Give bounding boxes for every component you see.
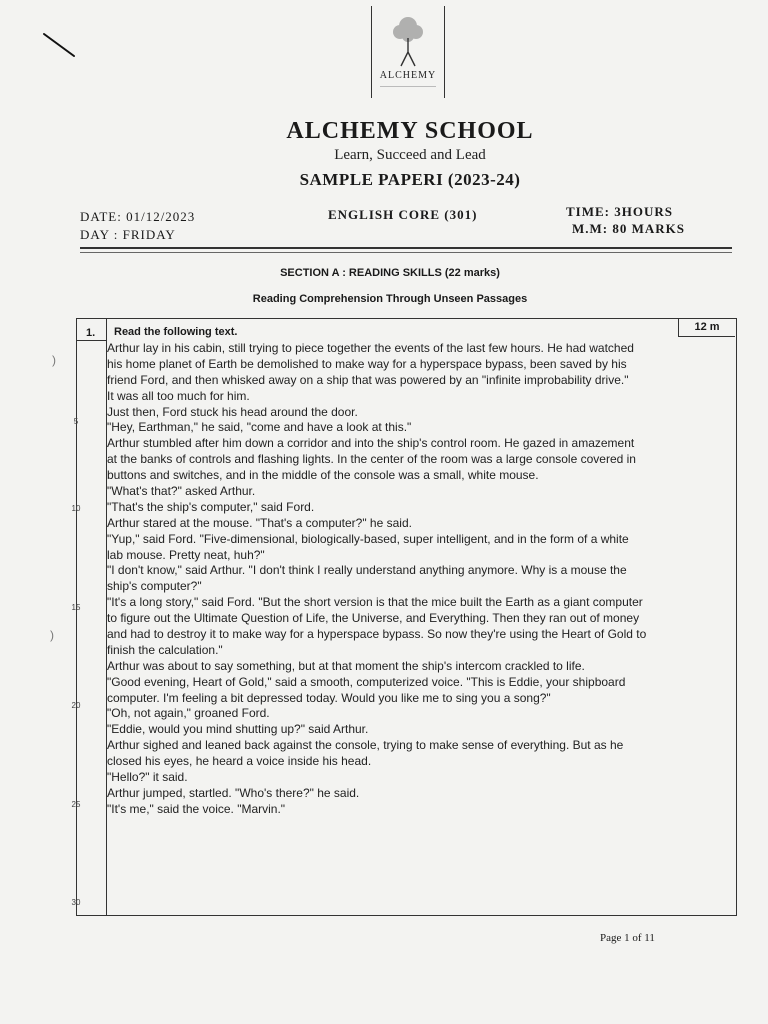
passage-line: buttons and switches, and in the middle of the console was a small, white mouse. bbox=[107, 468, 539, 483]
passage-line: and had to destroy it to make way for a hyperspace bypass. So now they're using the Heart of Gold to bbox=[107, 627, 647, 642]
passage-line: Arthur lay in his cabin, still trying to piece together the events of the last few hours. He had watched bbox=[107, 341, 634, 355]
passage-line: Arthur stared at the mouse. "That's a computer?" he said. bbox=[107, 515, 412, 530]
max-marks: M.M: 80 MARKS bbox=[572, 221, 686, 236]
question-marks: 12 m bbox=[678, 318, 735, 337]
passage-line: to figure out the Ultimate Question of Life, the Universe, and Everything. Then they ran out of money bbox=[107, 611, 640, 626]
passage-line: finish the calculation." bbox=[107, 642, 223, 657]
passage-line: Arthur was about to say something, but at that moment the ship's intercom crackled to life. bbox=[107, 658, 585, 673]
section-title: SECTION A : READING SKILLS (22 marks) bbox=[280, 267, 500, 279]
logo-underline bbox=[380, 86, 436, 87]
passage-line: "It's me," said the voice. "Marvin." bbox=[107, 801, 286, 816]
passage-line: Arthur sighed and leaned back against the console, trying to make sense of everything. But as he bbox=[107, 738, 624, 753]
section-subtitle: Reading Comprehension Through Unseen Passages bbox=[252, 293, 528, 305]
question-prompt: Read the following text. bbox=[114, 326, 238, 338]
school-name: ALCHEMY SCHOOL bbox=[286, 118, 534, 144]
passage-line: "Eddie, would you mind shutting up?" said Arthur. bbox=[107, 722, 369, 737]
exam-date: DATE: 01/12/2023 bbox=[80, 209, 196, 224]
passage-line: "Hey, Earthman," he said, "come and have a look at this." bbox=[107, 420, 412, 435]
passage-line: Arthur jumped, startled. "Who's there?" he said. bbox=[107, 785, 360, 800]
school-motto: Learn, Succeed and Lead bbox=[334, 147, 486, 163]
line-number: 25 bbox=[71, 800, 81, 809]
passage-line: "It's a long story," said Ford. "But the short version is that the mice built the Earth as a giant computer bbox=[107, 595, 643, 610]
passage-line: ship's computer?" bbox=[107, 579, 202, 594]
reading-passage bbox=[107, 341, 731, 818]
passage-line: "Good evening, Heart of Gold," said a smooth, computerized voice. "This is Eddie, your shipboard bbox=[107, 674, 626, 689]
question-number: 1. bbox=[86, 327, 96, 339]
passage-line: It was all too much for him. bbox=[107, 388, 250, 403]
margin-scan-mark: ) bbox=[50, 628, 54, 642]
passage-line: computer. I'm feeling a bit depressed today. Would you like me to sing you a song?" bbox=[107, 690, 551, 705]
line-number: 30 bbox=[71, 898, 81, 907]
passage-line: Arthur stumbled after him down a corridor and into the ship's control room. He gazed in amazement bbox=[107, 436, 635, 451]
question-number-cell-border bbox=[77, 340, 107, 341]
header-divider-bottom bbox=[80, 252, 732, 253]
passage-line: "That's the ship's computer," said Ford. bbox=[107, 499, 315, 514]
line-number: 5 bbox=[73, 417, 79, 426]
line-number: 20 bbox=[71, 701, 81, 710]
header-divider-top bbox=[80, 247, 732, 249]
passage-line: his home planet of Earth be demolished to make way for a hyperspace bypass, been saved by his bbox=[107, 356, 627, 371]
exam-duration: TIME: 3HOURS bbox=[566, 204, 673, 219]
pen-stroke-mark bbox=[40, 30, 80, 60]
passage-line: "I don't know," said Arthur. "I don't think I really understand anything anymore. Why is a mouse the bbox=[107, 563, 627, 578]
logo-text: ALCHEMY bbox=[379, 70, 437, 81]
passage-line: at the banks of controls and flashing lights. In the center of the room was a large console covered in bbox=[107, 452, 636, 467]
line-number: 10 bbox=[71, 504, 81, 513]
passage-line: "What's that?" asked Arthur. bbox=[107, 484, 256, 499]
passage-line: lab mouse. Pretty neat, huh?" bbox=[107, 547, 265, 562]
line-number: 15 bbox=[71, 603, 81, 612]
school-logo bbox=[371, 6, 445, 98]
passage-line: friend Ford, and then whisked away on a ship that was powered by an "infinite improbability drive." bbox=[107, 372, 629, 387]
exam-day: DAY : FRIDAY bbox=[80, 227, 176, 242]
passage-line: "Hello?" it said. bbox=[107, 770, 188, 785]
passage-line: "Yup," said Ford. "Five-dimensional, biologically-based, super intelligent, and in the form of a white bbox=[107, 531, 629, 546]
margin-scan-mark: ) bbox=[52, 353, 56, 367]
page-number: Page 1 of 11 bbox=[600, 932, 655, 944]
passage-line: "Oh, not again," groaned Ford. bbox=[107, 706, 270, 721]
passage-line: closed his eyes, he heard a voice inside his head. bbox=[107, 754, 372, 769]
paper-title: SAMPLE PAPERI (2023-24) bbox=[299, 170, 521, 189]
tree-logo-icon bbox=[386, 12, 430, 68]
passage-line: Just then, Ford stuck his head around the door. bbox=[107, 404, 358, 419]
subject-code: ENGLISH CORE (301) bbox=[328, 207, 478, 222]
